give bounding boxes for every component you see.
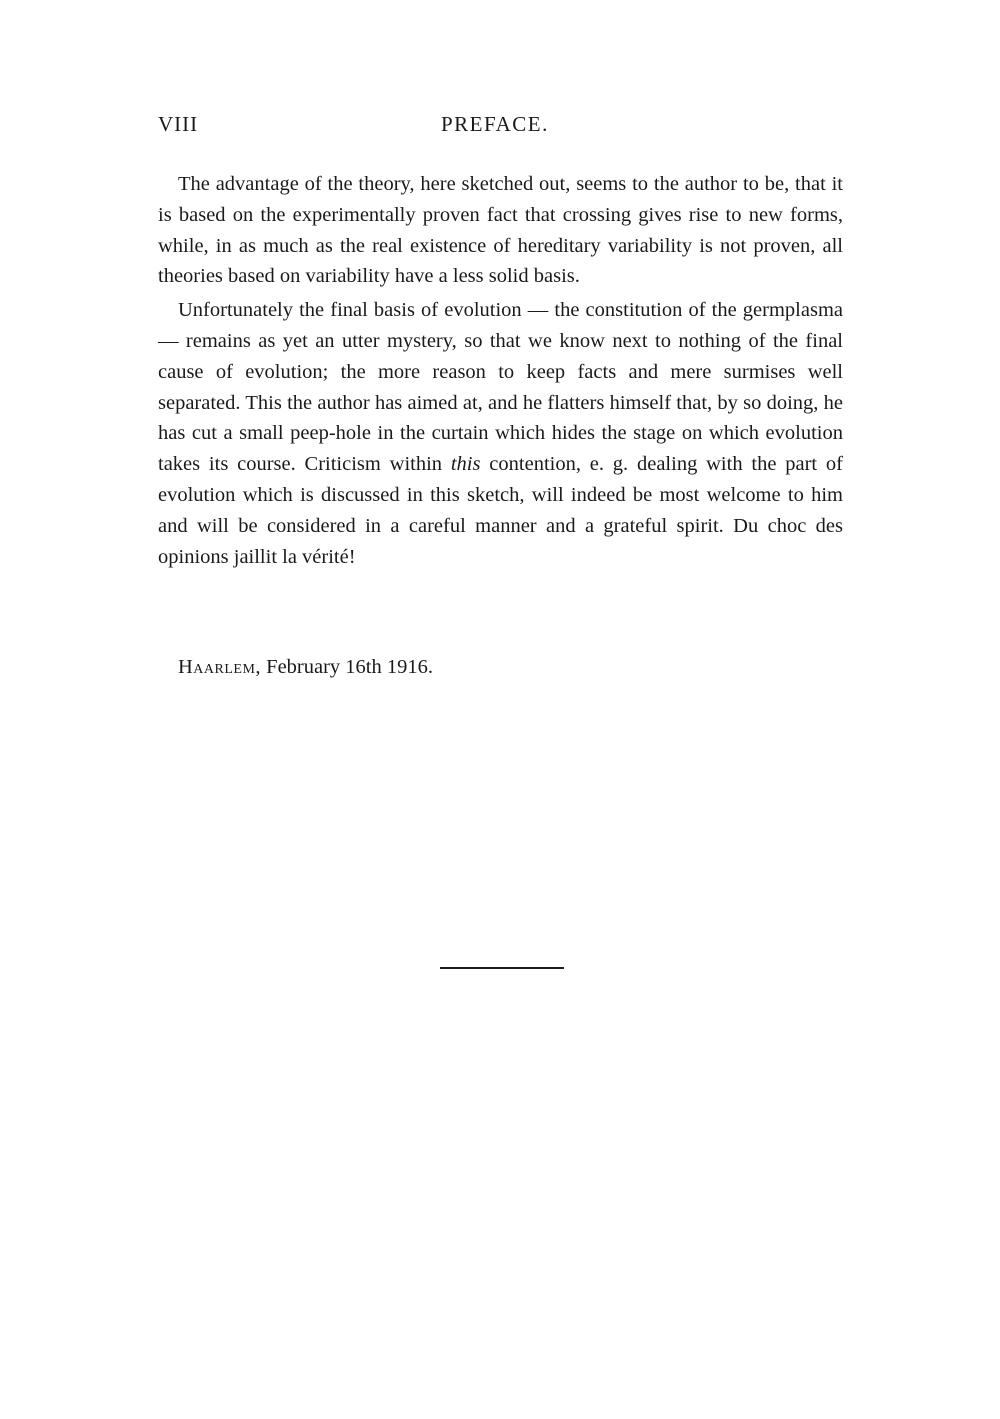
dateline	[178, 656, 433, 679]
paragraph-text: contention, e. g. dealing with the part of evolution which is discussed in this sketch, will indeed be most welcome to him and will be considered in a careful manner and a grateful spirit. Du choc des opinions jaillit la vérité!	[158, 453, 843, 568]
dateline-date: February 16th 1916.	[266, 656, 433, 678]
emphasized-word: this	[450, 453, 481, 476]
page-header	[158, 112, 843, 144]
running-title: PREFACE.	[441, 112, 549, 136]
preface-body	[158, 169, 843, 572]
paragraph-2	[158, 295, 843, 572]
paragraph-1	[158, 169, 843, 292]
paragraph-text: The advantage of the theory, here sketched out, seems to the author to be, that it is based on the experimentally proven fact that crossing gives rise to new forms, while, in as much as the real existence of hereditary variability is not proven, all theories based on variability have a less solid basis.	[158, 173, 843, 288]
page-number: VIII	[158, 112, 199, 136]
paragraph-text: Unfortunately the final basis of evolution — the constitution of the germplasma — remains as yet an utter mystery, so that we know next to nothing of the final cause of evolution; the more reason to keep facts and mere surmises well separated. This the author has aimed at, and he flatters himself that, by so doing, he has cut a small peep-hole in the curtain which hides the stage on which evolution takes its course. Criticism within	[158, 299, 843, 476]
closing-rule	[440, 967, 564, 969]
dateline-place: Haarlem,	[178, 656, 262, 678]
